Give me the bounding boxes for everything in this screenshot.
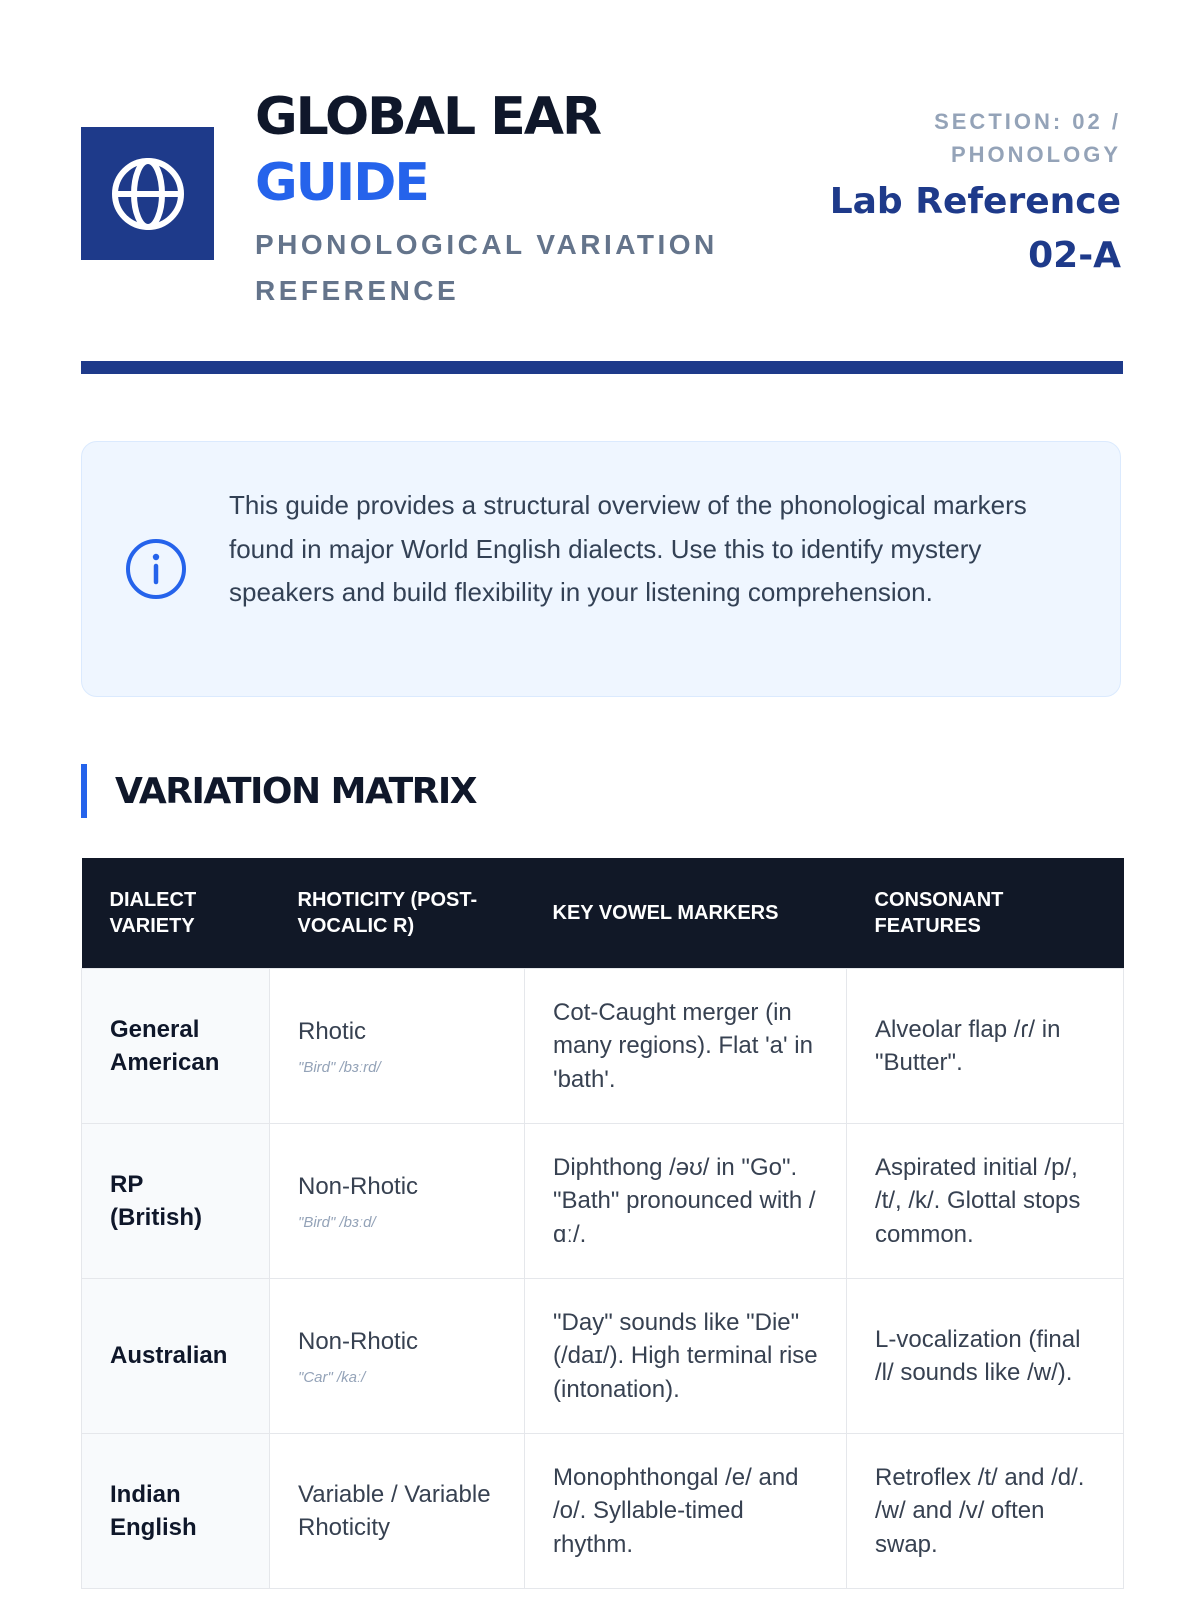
header-divider <box>81 361 1123 374</box>
consonant-cell: Aspirated initial /p/, /t/, /k/. Glottal stops common. <box>847 1124 1124 1279</box>
dialect-cell: RP (British) <box>82 1124 270 1279</box>
rhoticity-cell <box>270 969 525 1124</box>
dialect-cell: General American <box>82 969 270 1124</box>
vowel-cell: Cot-Caught merger (in many regions). Flat 'a' in 'bath'. <box>525 969 847 1124</box>
vowel-cell: "Day" sounds like "Die" (/daɪ/). High terminal rise (intonation). <box>525 1279 847 1434</box>
rhoticity-value: Non-Rhotic <box>298 1173 419 1201</box>
section-title: VARIATION MATRIX <box>115 770 476 812</box>
globe-icon <box>110 156 186 232</box>
callout-text: This guide provides a structural overview of the phonological markers found in major World English dialects. Use this to identify mystery speakers and build flexibility in your listening comprehension. <box>229 490 1027 607</box>
variation-matrix-table <box>81 858 1124 1589</box>
column-header: RHOTICITY (POST-VOCALIC R) <box>270 858 525 969</box>
consonant-cell: Retroflex /t/ and /d/. /w/ and /v/ often swap. <box>847 1434 1124 1589</box>
section-heading <box>81 764 476 818</box>
table-row <box>82 969 1124 1124</box>
info-icon <box>124 537 188 601</box>
consonant-cell: Alveolar flap /ɾ/ in "Butter". <box>847 969 1124 1124</box>
lab-reference: Lab Reference 02-A <box>829 181 1121 276</box>
vowel-cell: Monophthongal /e/ and /o/. Syllable-timed rhythm. <box>525 1434 847 1589</box>
title-block <box>255 80 775 314</box>
dialect-cell: Indian English <box>82 1434 270 1589</box>
document-header <box>81 80 1121 320</box>
rhoticity-cell <box>270 1279 525 1434</box>
table-row <box>82 1434 1124 1589</box>
table-row <box>82 1124 1124 1279</box>
dialect-cell: Australian <box>82 1279 270 1434</box>
column-header: CONSONANT FEATURES <box>847 858 1124 969</box>
rhoticity-example: "Car" /kaː/ <box>298 1368 366 1386</box>
rhoticity-cell: Variable / Variable Rhoticity <box>270 1434 525 1589</box>
rhoticity-cell <box>270 1124 525 1279</box>
table-row <box>82 1279 1124 1434</box>
document-meta <box>781 105 1121 283</box>
rhoticity-value: Non-Rhotic <box>298 1328 419 1356</box>
rhoticity-example: "Bird" /bɜːd/ <box>298 1213 376 1231</box>
vowel-cell: Diphthong /əʊ/ in "Go". "Bath" pronounced with /ɑː/. <box>525 1124 847 1279</box>
info-callout <box>81 441 1121 697</box>
title-accent: GUIDE <box>255 153 428 213</box>
subtitle: PHONOLOGICAL VARIATION REFERENCE <box>255 229 718 306</box>
rhoticity-example: "Bird" /bɜːrd/ <box>298 1058 381 1076</box>
section-accent-bar <box>81 764 87 818</box>
column-header: DIALECT VARIETY <box>82 858 270 969</box>
table-header-row <box>82 858 1124 969</box>
rhoticity-value: Rhotic <box>298 1018 367 1046</box>
consonant-cell: L-vocalization (final /l/ sounds like /w/). <box>847 1279 1124 1434</box>
logo <box>81 127 214 260</box>
column-header: KEY VOWEL MARKERS <box>525 858 847 969</box>
title-primary: GLOBAL EAR <box>255 87 601 147</box>
section-label: SECTION: 02 / PHONOLOGY <box>934 109 1121 167</box>
